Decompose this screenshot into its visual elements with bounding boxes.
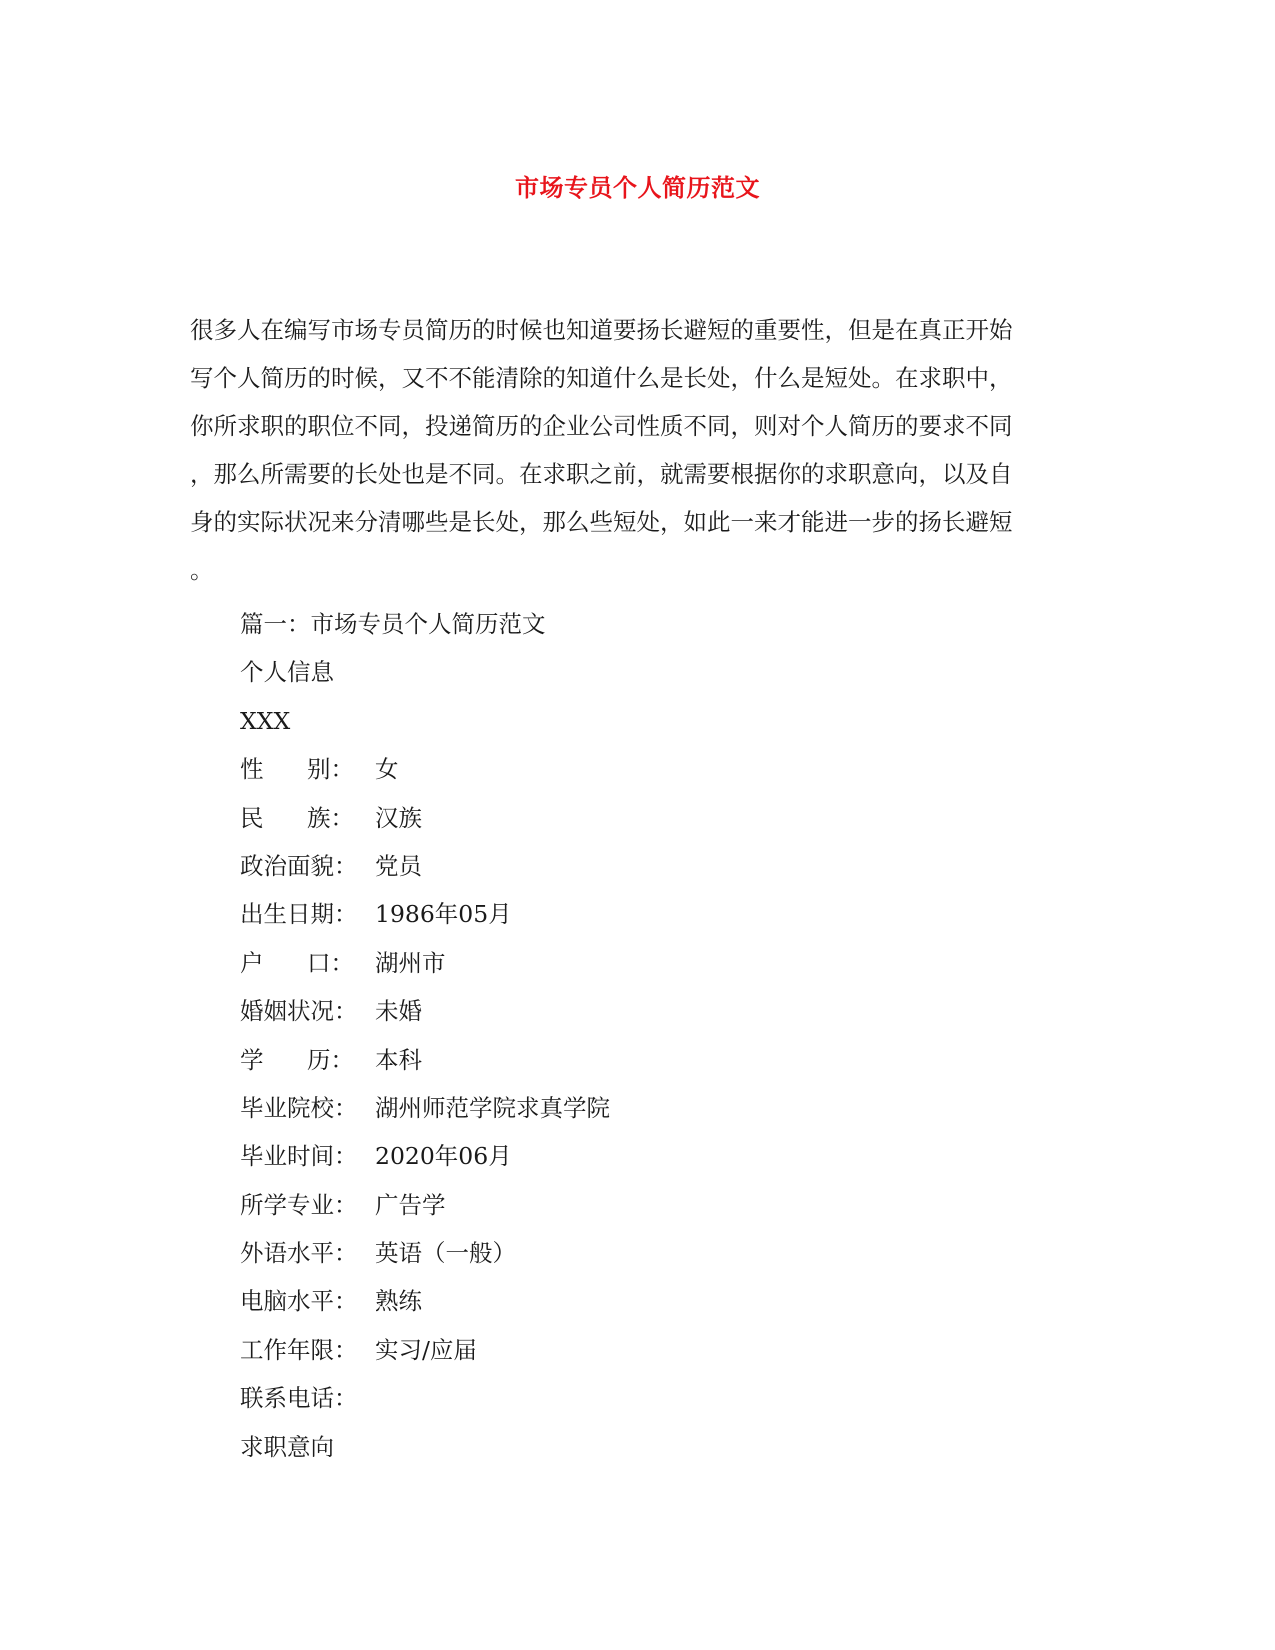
document-title: 市场专员个人简历范文 bbox=[515, 173, 760, 202]
field-value: 2020年06月 bbox=[375, 1142, 512, 1171]
intro-line: 。 bbox=[190, 556, 214, 584]
field-label-part: 历： bbox=[307, 1045, 354, 1074]
field-row-education bbox=[240, 1036, 610, 1084]
intro-line: 很多人在编写市场专员简历的时候也知道要扬长避短的重要性，但是在真正开始 bbox=[190, 316, 1013, 344]
field-row-school bbox=[240, 1084, 610, 1132]
intro-line: ，那么所需要的长处也是不同。在求职之前，就需要根据你的求职意向，以及自 bbox=[190, 460, 1013, 488]
field-label: 工作年限： bbox=[240, 1335, 358, 1364]
field-label-part: 性 bbox=[240, 755, 264, 784]
field-label: 毕业院校： bbox=[240, 1093, 358, 1122]
field-row-gender bbox=[240, 745, 610, 793]
field-value: 熟练 bbox=[375, 1287, 422, 1316]
field-label: 政治面貌： bbox=[240, 851, 358, 880]
field-value: 汉族 bbox=[375, 803, 422, 832]
resume-name: XXX bbox=[240, 706, 291, 735]
field-row-ethnicity bbox=[240, 794, 610, 842]
field-value: 英语（一般） bbox=[375, 1239, 516, 1268]
field-value: 党员 bbox=[375, 851, 422, 880]
field-label bbox=[240, 939, 354, 987]
section-heading: 篇一：市场专员个人简历范文 bbox=[240, 610, 546, 638]
field-label: 婚姻状况： bbox=[240, 997, 358, 1026]
field-value: 广告学 bbox=[375, 1190, 446, 1219]
intro-line: 身的实际状况来分清哪些是长处，那么些短处，如此一来才能进一步的扬长避短 bbox=[190, 508, 1013, 536]
field-row-household bbox=[240, 939, 610, 987]
field-label-part: 别： bbox=[307, 755, 354, 784]
job-intention-heading: 求职意向 bbox=[240, 1432, 334, 1461]
field-value: 实习/应届 bbox=[375, 1335, 477, 1364]
intro-paragraph bbox=[190, 306, 1070, 594]
personal-info-heading: 个人信息 bbox=[240, 658, 334, 687]
field-label: 外语水平： bbox=[240, 1239, 358, 1268]
field-value: 1986年05月 bbox=[375, 900, 512, 929]
field-value: 湖州师范学院求真学院 bbox=[375, 1093, 610, 1122]
field-label: 联系电话： bbox=[240, 1384, 358, 1413]
field-row-language-level bbox=[240, 1229, 610, 1277]
resume-section bbox=[240, 600, 610, 1471]
field-label-part: 族： bbox=[307, 803, 354, 832]
field-value: 湖州市 bbox=[375, 948, 446, 977]
field-row-phone bbox=[240, 1374, 610, 1422]
field-label: 出生日期： bbox=[240, 900, 358, 929]
field-row-political-status bbox=[240, 842, 610, 890]
field-label bbox=[240, 794, 354, 842]
field-value: 女 bbox=[375, 755, 399, 784]
field-label-part: 口： bbox=[307, 948, 354, 977]
field-label: 电脑水平： bbox=[240, 1287, 358, 1316]
field-value: 本科 bbox=[375, 1045, 422, 1074]
field-label-part: 学 bbox=[240, 1045, 264, 1074]
field-value: 未婚 bbox=[375, 997, 422, 1026]
field-row-marital-status bbox=[240, 987, 610, 1035]
field-label: 毕业时间： bbox=[240, 1142, 358, 1171]
field-row-work-years bbox=[240, 1326, 610, 1374]
field-row-computer-level bbox=[240, 1277, 610, 1325]
field-row-major bbox=[240, 1181, 610, 1229]
field-row-birth-date bbox=[240, 890, 610, 938]
intro-line: 写个人简历的时候，又不不能清除的知道什么是长处，什么是短处。在求职中， bbox=[190, 364, 1013, 392]
field-row-graduation-date bbox=[240, 1132, 610, 1180]
field-label: 所学专业： bbox=[240, 1190, 358, 1219]
intro-line: 你所求职的职位不同，投递简历的企业公司性质不同，则对个人简历的要求不同 bbox=[190, 412, 1013, 440]
field-label-part: 户 bbox=[240, 948, 264, 977]
field-label bbox=[240, 745, 354, 793]
field-label bbox=[240, 1036, 354, 1084]
field-label-part: 民 bbox=[240, 803, 264, 832]
